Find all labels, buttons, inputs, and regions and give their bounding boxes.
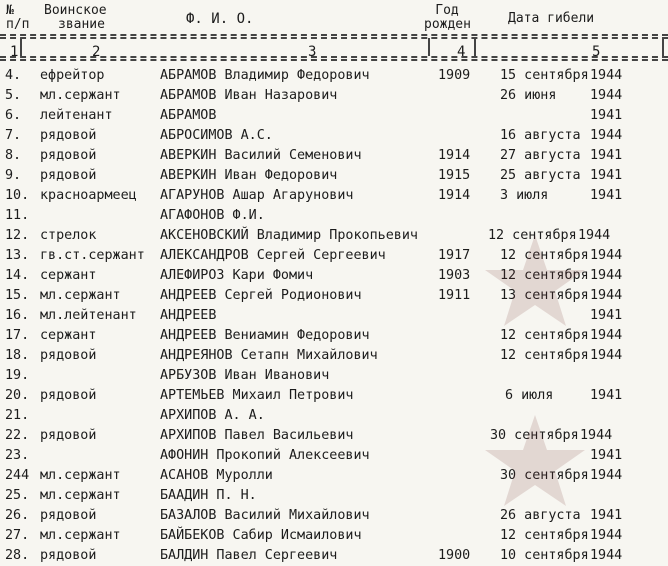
row-death-year: 1944	[590, 88, 623, 103]
row-death-year: 1944	[580, 428, 613, 443]
row-rank: рядовой	[40, 508, 97, 523]
row-rank: рядовой	[40, 128, 97, 143]
row-death-year: 1944	[590, 328, 623, 343]
header-rule-top	[0, 34, 668, 39]
row-birth-year: 1914	[438, 148, 471, 163]
row-rank: ефрейтор	[40, 68, 105, 83]
row-number: 13.	[5, 248, 30, 263]
row-death-date: 15 сентября	[500, 68, 589, 83]
row-death-date: 3 июля	[500, 188, 549, 203]
row-name: АНДРЕЕВ Вениамин Федорович	[160, 328, 370, 343]
row-rank: рядовой	[40, 348, 97, 363]
row-death-year: 1941	[590, 308, 623, 323]
column-divider	[474, 38, 476, 56]
row-name: АРХИПОВ Павел Васильевич	[160, 428, 354, 443]
row-number: 244	[5, 468, 30, 483]
table-row	[0, 426, 668, 446]
row-birth-year: 1911	[438, 288, 471, 303]
table-row	[0, 546, 668, 566]
table-row	[0, 446, 668, 466]
header-rule-bottom	[0, 56, 668, 61]
row-name: АГАФОНОВ Ф.И.	[160, 208, 265, 223]
row-number: 23.	[5, 448, 30, 463]
table-row	[0, 106, 668, 126]
row-number: 21.	[5, 408, 30, 423]
row-death-date: 6 июля	[505, 388, 554, 403]
row-name: АСАНОВ Муролли	[160, 468, 273, 483]
table-row	[0, 366, 668, 386]
row-death-date: 12 сентября	[500, 528, 589, 543]
row-rank: рядовой	[40, 168, 97, 183]
table-row	[0, 166, 668, 186]
row-name: АБРАМОВ Иван Назарович	[160, 88, 338, 103]
row-death-date: 26 августа	[500, 508, 581, 523]
row-birth-year: 1909	[438, 68, 471, 83]
row-name: БААДИН П. Н.	[160, 488, 257, 503]
row-number: 7.	[5, 128, 22, 143]
row-name: АВЕРКИН Василий Семенович	[160, 148, 362, 163]
header-num: № п/п	[6, 3, 30, 32]
row-birth-year: 1900	[438, 548, 471, 563]
row-death-year: 1944	[590, 528, 623, 543]
row-rank: мл.сержант	[40, 468, 121, 483]
row-rank: рядовой	[40, 388, 97, 403]
row-death-date: 12 сентября	[500, 348, 589, 363]
row-name: АРХИПОВ А. А.	[160, 408, 265, 423]
row-rank: мл.сержант	[40, 488, 121, 503]
row-number: 14.	[5, 268, 30, 283]
row-death-date: 12 сентября	[500, 248, 589, 263]
row-rank: сержант	[40, 268, 97, 283]
table-row	[0, 386, 668, 406]
column-number-5: 5	[592, 44, 601, 60]
table-row	[0, 226, 668, 246]
table-row	[0, 406, 668, 426]
row-number: 19.	[5, 368, 30, 383]
row-number: 18.	[5, 348, 30, 363]
row-number: 4.	[5, 68, 22, 83]
row-number: 9.	[5, 168, 22, 183]
row-number: 5.	[5, 88, 22, 103]
row-death-year: 1944	[590, 288, 623, 303]
row-rank: лейтенант	[40, 108, 113, 123]
row-birth-year: 1915	[438, 168, 471, 183]
row-death-date: 12 сентября	[500, 328, 589, 343]
table-row	[0, 146, 668, 166]
row-number: 15.	[5, 288, 30, 303]
row-name: АРБУЗОВ Иван Иванович	[160, 368, 330, 383]
row-death-date: 10 сентября	[500, 548, 589, 563]
header-year: Год рожден	[424, 3, 471, 32]
table-row	[0, 266, 668, 286]
table-row	[0, 186, 668, 206]
row-death-date: 12 сентября	[488, 228, 577, 243]
table-row	[0, 86, 668, 106]
table-row	[0, 306, 668, 326]
row-rank: красноармеец	[40, 188, 137, 203]
row-name: БАЗАЛОВ Василий Михайлович	[160, 508, 370, 523]
column-divider	[20, 38, 22, 56]
column-number-2: 2	[92, 44, 101, 60]
row-death-year: 1941	[590, 148, 623, 163]
row-rank: сержант	[40, 328, 97, 343]
table-row	[0, 346, 668, 366]
row-name: АВЕРКИН Иван Федорович	[160, 168, 338, 183]
row-name: АФОНИН Прокопий Алексеевич	[160, 448, 370, 463]
row-name: АЛЕФИРОЗ Кари Фомич	[160, 268, 314, 283]
row-birth-year: 1917	[438, 248, 471, 263]
row-death-year: 1944	[590, 68, 623, 83]
row-rank: мл.сержант	[40, 88, 121, 103]
row-number: 8.	[5, 148, 22, 163]
column-number-3: 3	[308, 44, 317, 60]
column-number-4: 4	[457, 44, 466, 60]
row-death-date: 25 августа	[500, 168, 581, 183]
table-row	[0, 526, 668, 546]
row-death-date: 27 августа	[500, 148, 581, 163]
row-number: 25.	[5, 488, 30, 503]
row-number: 17.	[5, 328, 30, 343]
row-death-year: 1944	[590, 548, 623, 563]
row-name: АНДРЕЕВ Сергей Родионович	[160, 288, 362, 303]
row-rank: рядовой	[40, 148, 97, 163]
row-death-year: 1941	[590, 388, 623, 403]
table-row	[0, 486, 668, 506]
table-row	[0, 326, 668, 346]
header-rank: Воинское звание	[44, 3, 107, 32]
row-death-year: 1944	[590, 468, 623, 483]
table-row	[0, 286, 668, 306]
table-row	[0, 466, 668, 486]
row-number: 22.	[5, 428, 30, 443]
row-number: 28.	[5, 548, 30, 563]
row-death-year: 1944	[590, 128, 623, 143]
row-death-year: 1941	[590, 188, 623, 203]
row-birth-year: 1914	[438, 188, 471, 203]
row-death-year: 1944	[590, 268, 623, 283]
row-death-year: 1941	[590, 108, 623, 123]
row-number: 6.	[5, 108, 22, 123]
row-rank: рядовой	[40, 548, 97, 563]
row-birth-year: 1903	[438, 268, 471, 283]
column-divider	[428, 38, 430, 56]
row-number: 12.	[5, 228, 30, 243]
row-rank: рядовой	[40, 428, 97, 443]
table-row	[0, 506, 668, 526]
row-name: АБРОСИМОВ А.С.	[160, 128, 273, 143]
row-name: БАЛДИН Павел Сергеевич	[160, 548, 338, 563]
row-death-year: 1944	[590, 248, 623, 263]
row-death-year: 1944	[578, 228, 611, 243]
row-death-date: 26 июня	[500, 88, 557, 103]
row-number: 20.	[5, 388, 30, 403]
row-name: АБРАМОВ	[160, 108, 217, 123]
column-divider	[662, 38, 664, 56]
row-name: АНДРЕЕВ	[160, 308, 217, 323]
table-row	[0, 126, 668, 146]
table-row	[0, 246, 668, 266]
row-rank: мл.сержант	[40, 288, 121, 303]
row-death-date: 30 сентября	[490, 428, 579, 443]
row-name: АБРАМОВ Владимир Федорович	[160, 68, 370, 83]
row-rank: мл.лейтенант	[40, 308, 137, 323]
row-number: 10.	[5, 188, 30, 203]
row-death-date: 30 сентября	[500, 468, 589, 483]
row-rank: мл.сержант	[40, 528, 121, 543]
row-death-year: 1941	[590, 448, 623, 463]
table-row	[0, 66, 668, 86]
row-death-year: 1944	[590, 348, 623, 363]
header-name: Ф. И. О.	[186, 11, 254, 27]
row-number: 26.	[5, 508, 30, 523]
row-death-date: 16 августа	[500, 128, 581, 143]
row-rank: стрелок	[40, 228, 97, 243]
row-name: АКСЕНОВСКИЙ Владимир Прокопьевич	[160, 228, 418, 243]
row-number: 27.	[5, 528, 30, 543]
column-number-1: 1	[10, 44, 19, 60]
row-number: 11.	[5, 208, 30, 223]
row-death-year: 1941	[590, 168, 623, 183]
row-name: АЛЕКСАНДРОВ Сергей Сергеевич	[160, 248, 386, 263]
row-death-year: 1941	[590, 508, 623, 523]
row-name: АРТЕМЬЕВ Михаил Петрович	[160, 388, 354, 403]
row-name: АГАРУНОВ Ашар Агарунович	[160, 188, 354, 203]
header-death-date: Дата гибели	[508, 11, 595, 26]
table-row	[0, 206, 668, 226]
row-death-date: 12 сентября	[500, 268, 589, 283]
row-rank: гв.ст.сержант	[40, 248, 145, 263]
row-name: БАЙБЕКОВ Сабир Исмаилович	[160, 528, 362, 543]
row-death-date: 13 сентября	[500, 288, 589, 303]
row-name: АНДРЕЯНОВ Сетапн Михайлович	[160, 348, 378, 363]
row-number: 16.	[5, 308, 30, 323]
